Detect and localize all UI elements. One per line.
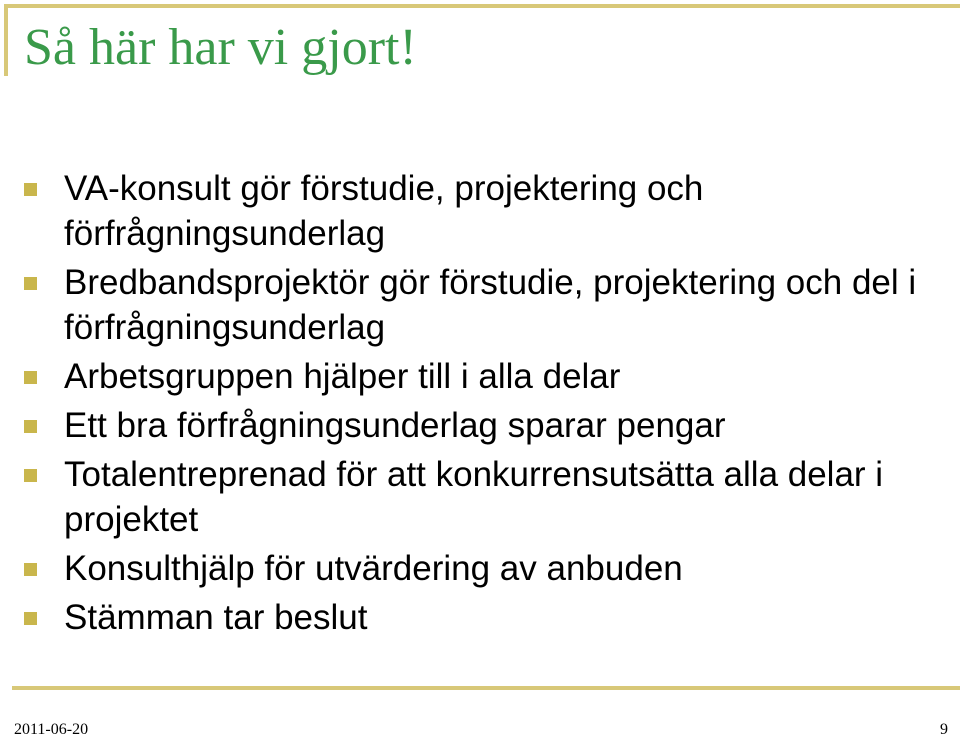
bullet-item (20, 166, 950, 256)
bullet-item (20, 595, 950, 640)
page-number: 9 (940, 721, 948, 738)
bullet-text: Arbetsgruppen hjälper till i alla delar (64, 357, 621, 396)
title-top-rule (4, 4, 960, 8)
bullet-item (20, 403, 950, 448)
title-left-rule (4, 6, 8, 76)
footer-date: 2011-06-20 (14, 721, 89, 738)
bullet-text: Bredbandsprojektör gör förstudie, projektering och del i förfrågningsunderlag (64, 263, 917, 347)
slide-title: Så här har vi gjort! (24, 19, 417, 76)
bullet-text: Stämman tar beslut (64, 598, 368, 637)
bullet-item (20, 260, 950, 350)
bullet-item (20, 546, 950, 591)
bullet-text: Ett bra förfrågningsunderlag sparar pengar (64, 406, 726, 445)
square-bullet-icon (24, 563, 37, 576)
bullet-text: VA-konsult gör förstudie, projektering och förfrågningsunderlag (64, 169, 704, 253)
square-bullet-icon (24, 277, 37, 290)
footer-rule (12, 686, 960, 690)
square-bullet-icon (24, 612, 37, 625)
square-bullet-icon (24, 183, 37, 196)
bullet-text: Konsulthjälp för utvärdering av anbuden (64, 549, 683, 588)
bullet-item (20, 354, 950, 399)
bullet-item (20, 452, 950, 542)
bullet-list (20, 166, 950, 644)
bullet-text: Totalentreprenad för att konkurrensutsätta alla delar i projektet (64, 455, 884, 539)
square-bullet-icon (24, 420, 37, 433)
square-bullet-icon (24, 371, 37, 384)
square-bullet-icon (24, 469, 37, 482)
